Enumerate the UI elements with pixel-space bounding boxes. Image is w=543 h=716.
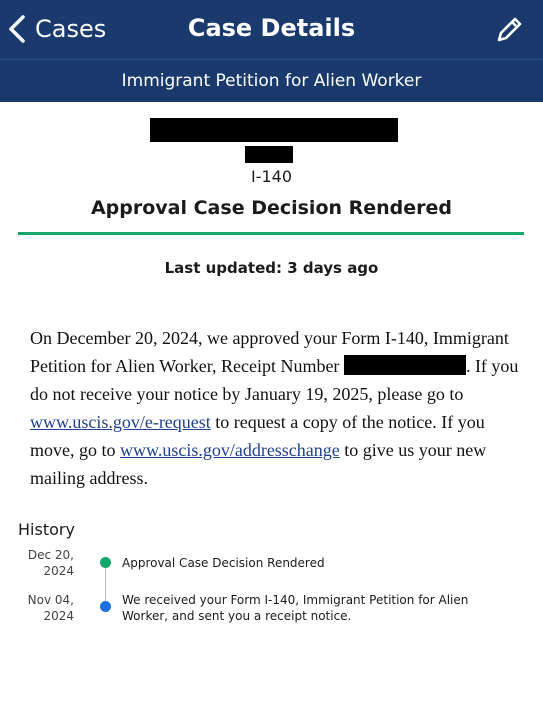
status-divider xyxy=(18,232,524,235)
timeline-dot-received xyxy=(100,601,111,612)
message-text: On December 20, 2024, we approved your Form I-140, Immigrant Petition for Alien Worker, Receipt Number xyxy=(30,328,509,376)
redacted-name-block xyxy=(150,118,398,142)
message-text: . If you do not receive your notice by January 19, 2025, please go to xyxy=(30,356,519,404)
history-heading: History xyxy=(18,520,75,539)
e-request-link[interactable]: www.uscis.gov/e-request xyxy=(30,412,211,432)
timeline-dot-approved xyxy=(100,557,111,568)
address-change-link[interactable]: www.uscis.gov/addresschange xyxy=(120,440,340,460)
message-text: to request a copy of the notice. If you move, go to xyxy=(30,412,485,460)
history-date: Nov 04, 2024 xyxy=(27,593,74,623)
back-label: Cases xyxy=(35,15,107,43)
edit-button[interactable] xyxy=(495,14,525,44)
case-status-message xyxy=(30,324,522,492)
case-status-heading: Approval Case Decision Rendered xyxy=(90,197,453,219)
form-number: I-140 xyxy=(250,167,293,186)
redacted-id-block xyxy=(245,146,293,163)
top-navigation-bar xyxy=(0,0,543,59)
redacted-receipt-number xyxy=(344,355,466,375)
pencil-icon xyxy=(495,14,525,44)
page-title: Case Details xyxy=(187,14,356,42)
case-type-banner: Immigrant Petition for Alien Worker xyxy=(0,59,543,102)
history-item-text: Approval Case Decision Rendered xyxy=(122,556,325,570)
last-updated-text: Last updated: 3 days ago xyxy=(164,259,379,277)
history-date: Dec 20, 2024 xyxy=(27,548,74,578)
message-text: to give us your new mailing address. xyxy=(30,440,487,488)
history-item-text: We received your Form I-140, Immigrant Petition for Alien Worker, and sent you a receipt notice. xyxy=(122,593,469,623)
